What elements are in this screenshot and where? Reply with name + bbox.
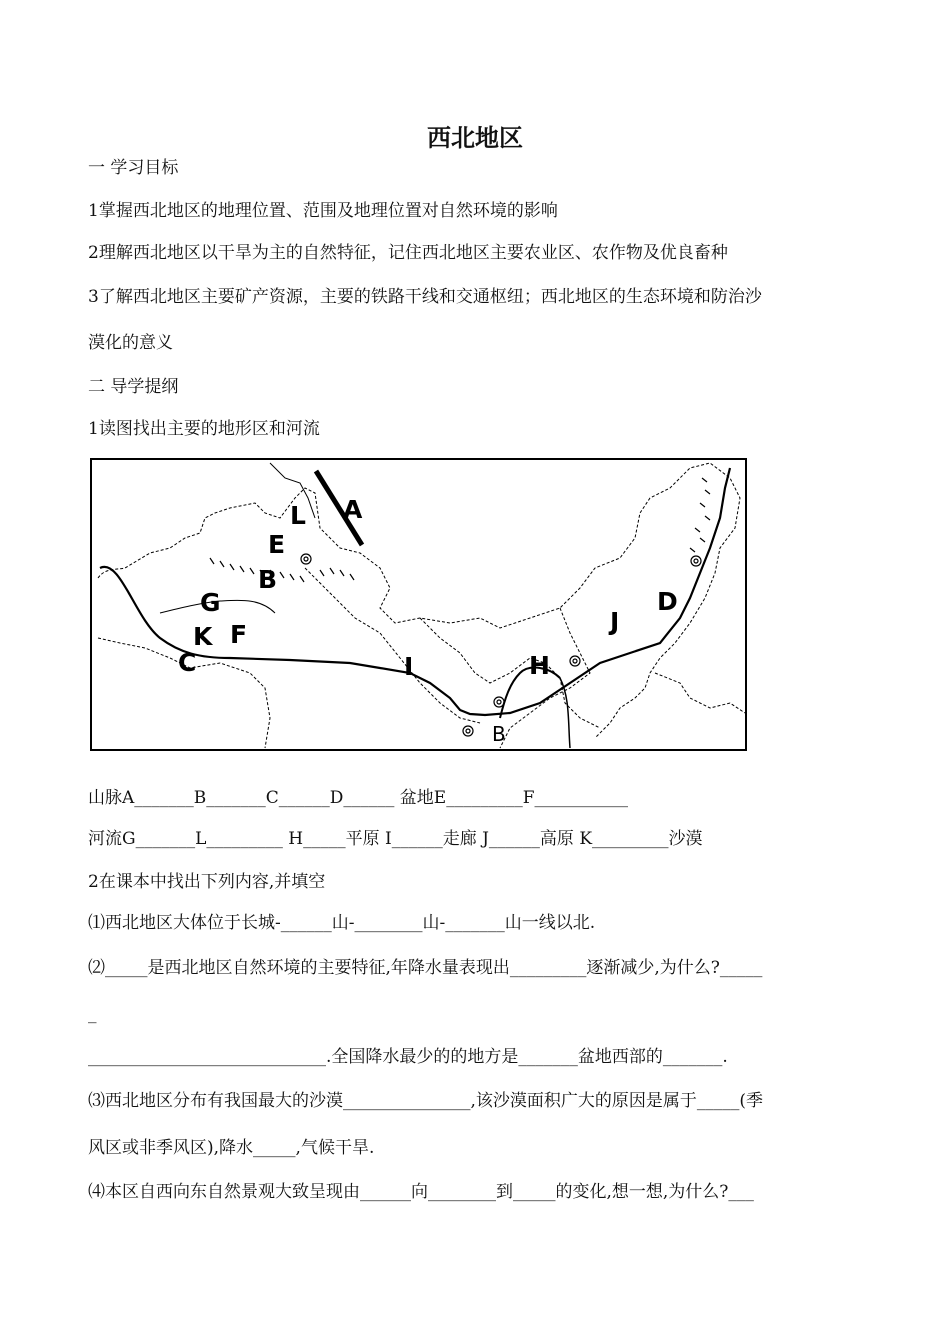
goal-3: 3了解西北地区主要矿产资源，主要的铁路干线和交通枢纽；西北地区的生态环境和防治沙 — [88, 287, 762, 307]
goal-2: 2理解西北地区以干旱为主的自然特征，记住西北地区主要农业区、农作物及优良畜种 — [88, 243, 728, 263]
question-4: ⑷本区自西向东自然景观大致呈现由______向________到_____的变化,想一想,为什么?___ — [88, 1182, 754, 1202]
map-label-e: E — [268, 530, 286, 559]
goal-1: 1掌握西北地区的地理位置、范围及地理位置对自然环境的影响 — [88, 201, 558, 221]
section-heading-goals: 一 学习目标 — [88, 158, 179, 178]
map-label-k: K — [193, 622, 213, 651]
map-label-i: I — [404, 652, 414, 681]
map-label-h: H — [529, 651, 550, 680]
map-label-g: G — [200, 588, 221, 617]
question-2-underscore: _ — [88, 1004, 97, 1024]
task-2-heading: 2在课本中找出下列内容,并填空 — [88, 872, 326, 892]
northwest-china-map — [90, 458, 747, 751]
map-label-a: A — [343, 495, 363, 524]
question-3: ⑶西北地区分布有我国最大的沙漠_______________,该沙漠面积广大的原因是属于_____(季 — [88, 1091, 764, 1111]
task-1-heading: 1读图找出主要的地形区和河流 — [88, 419, 320, 439]
question-1: ⑴西北地区大体位于长城-______山-________山-_______山一线以北. — [88, 913, 596, 933]
section-heading-outline: 二 导学提纲 — [88, 377, 179, 397]
question-3-continued: 风区或非季风区),降水_____,气候干旱. — [88, 1138, 375, 1158]
map-frame — [91, 459, 746, 750]
goal-3-continued: 漠化的意义 — [88, 333, 173, 353]
fill-mountains-basins: 山脉A_______B_______C______D______ 盆地E_________F___________ — [88, 788, 629, 808]
map-label-l: L — [290, 501, 306, 530]
question-2: ⑵_____是西北地区自然环境的主要特征,年降水量表现出_________逐渐减少,为什么?_____ — [88, 958, 763, 978]
map-label-d: D — [657, 587, 678, 616]
page-title: 西北地区 — [427, 124, 523, 152]
map-label-b-small: B — [492, 722, 506, 746]
fill-rivers-plains: 河流G_______L_________ H_____平原 I______走廊 J______高原 K_________沙漠 — [88, 829, 703, 849]
map-label-c: C — [178, 648, 197, 677]
map-label-f: F — [230, 620, 248, 649]
map-label-j: J — [610, 607, 620, 636]
question-2-continued: ____________________________.全国降水最少的的地方是_______盆地西部的_______. — [88, 1047, 728, 1067]
map-label-b: B — [258, 565, 278, 594]
